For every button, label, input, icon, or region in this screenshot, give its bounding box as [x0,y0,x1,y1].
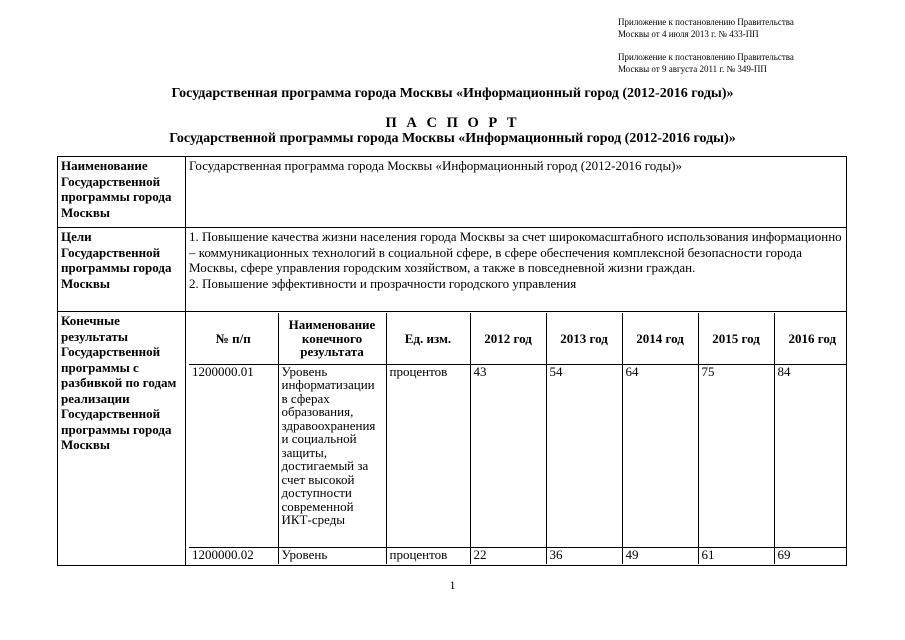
results-table [189,313,847,564]
results-header-row [189,313,847,364]
header-2012: 2012 год [470,313,546,364]
name-row [58,157,847,228]
table-row [189,364,847,547]
header-2014: 2014 год [622,313,698,364]
passport-subtitle: Государственной программы города Москвы «Информационный город (2012-2016 годы)» [169,131,736,146]
goal-1: 1. Повышение качества жизни населения города Москвы за счет широкомасштабного использования информационно – коммуникационных технологий в социальной сфере, в сфере обеспечения комплексной безопасности города Москвы, сфере управления городским хозяйством, а также в повседневной жизни граждан. [189,229,842,275]
page-number: 1 [449,578,456,592]
passport-heading: П А С П О Р Т [385,115,520,131]
header-2015: 2015 год [698,313,774,364]
annotation-line: Москвы от 4 июля 2013 г. № 433-ПП [618,28,759,39]
result-unit: процентов [386,547,470,564]
annotation-line: Приложение к постановлению Правительства [618,52,794,62]
header-2016: 2016 год [774,313,847,364]
annotation-line: Приложение к постановлению Правительства [618,17,794,27]
goals-value [186,228,847,312]
result-num: 1200000.01 [189,364,278,547]
goals-row [58,228,847,312]
result-2012: 22 [470,547,546,564]
result-unit: процентов [386,364,470,547]
header-2013: 2013 год [546,313,622,364]
approval-annotation-1 [618,17,898,40]
header-num: № п/п [189,313,278,364]
result-2016: 84 [774,364,847,547]
goal-2: 2. Повышение эффективности и прозрачности городского управления [189,275,577,291]
result-2015: 75 [698,364,774,547]
results-label: Конечные результаты Государственной программы с разбивкой по годам реализации Государственной программы города Москвы [58,312,186,566]
name-label: Наименование Государственной программы города Москвы [58,157,186,228]
result-name: Уровень информатизации в сферах образования, здравоохранения и социальной защиты, достигаемый за счет высокой доступности современной ИКТ-среды [278,364,386,547]
header-name: Наименование конечного результата [278,313,386,364]
program-title: Государственная программа города Москвы «Информационный город (2012-2016 годы)» [171,86,734,101]
header-unit: Ед. изм. [386,313,470,364]
results-row [58,312,847,566]
name-value: Государственная программа города Москвы «Информационный город (2012-2016 годы)» [186,157,847,228]
passport-table [57,156,847,566]
approval-annotation-2 [618,52,898,75]
result-2013: 36 [546,547,622,564]
result-name: Уровень [278,547,386,564]
result-num: 1200000.02 [189,547,278,564]
result-2014: 64 [622,364,698,547]
result-2012: 43 [470,364,546,547]
results-cell [186,312,847,566]
annotation-line: Москвы от 9 августа 2011 г. № 349-ПП [618,63,767,74]
result-2016: 69 [774,547,847,564]
table-row [189,547,847,564]
result-2014: 49 [622,547,698,564]
result-2015: 61 [698,547,774,564]
result-2013: 54 [546,364,622,547]
goals-label: Цели Государственной программы города Москвы [58,228,186,312]
